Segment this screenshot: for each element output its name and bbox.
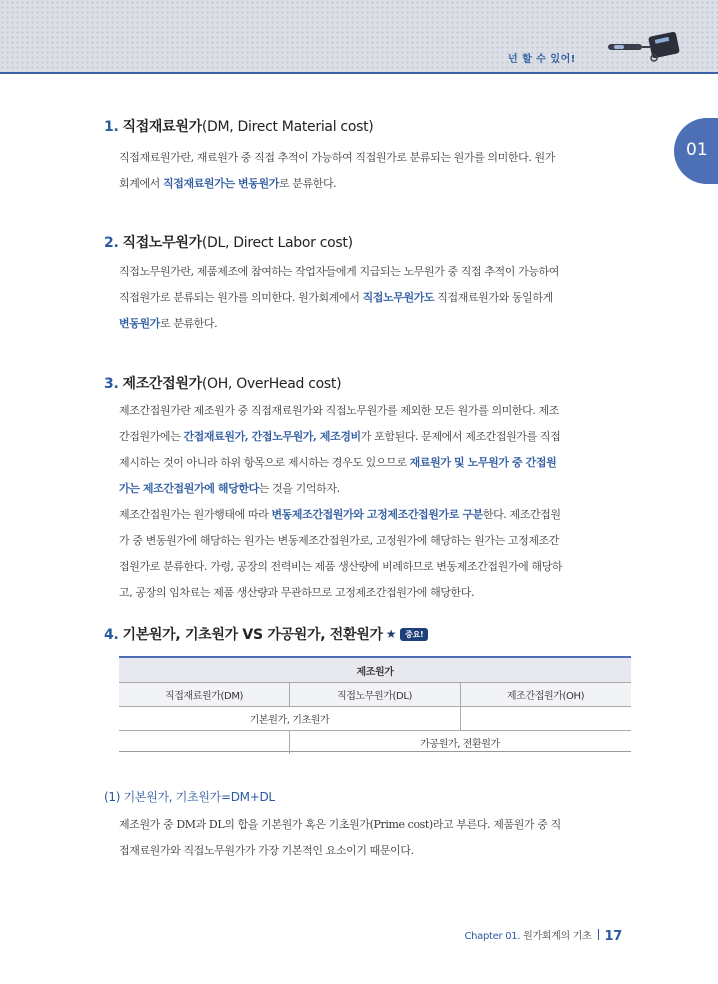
section-title-en: (DL, Direct Labor cost) [201, 235, 353, 251]
paragraph-line: 간접원가에는 간접재료원가, 간접노무원가, 제조경비가 포함된다. 문제에서 제조간접원가를 직접 [119, 430, 561, 443]
page-footer [464, 927, 622, 944]
highlight-text: 변동제조간접원가와 고정제조간접원가로 구분 [271, 508, 483, 521]
page-number: 17 [604, 929, 622, 944]
footer-chapter: Chapter 01. [464, 931, 521, 942]
highlight-text: 직접노무원가도 [362, 291, 435, 304]
table-header: 제조원가 [119, 658, 631, 682]
footer-title: 원가회계의 기초 [523, 931, 592, 942]
paragraph-line: 직접노무원가란, 제품제조에 참여하는 작업자들에게 지급되는 노무원가 중 직접 추적이 가능하여 [119, 265, 560, 278]
table-rule [460, 682, 461, 730]
header-tagline: 넌 할 수 있어! [508, 54, 576, 65]
section-number: 4. [104, 627, 119, 643]
chapter-tab-number: 01 [686, 140, 708, 160]
footer-separator [598, 929, 599, 940]
paragraph-line: 접원가로 분류한다. 가령, 공장의 전력비는 제품 생산량에 비례하므로 변동제조간접원가에 해당하 [119, 560, 563, 573]
paragraph-line: 직접재료원가란, 재료원가 중 직접 추적이 가능하여 직접원가로 분류되는 원가를 의미한다. 원가 [119, 151, 555, 164]
table-col-dl: 직접노무원가(DL) [289, 682, 460, 706]
table-rule [289, 682, 290, 706]
table-col-oh: 제조간접원가(OH) [460, 682, 631, 706]
section-number: 1. [104, 119, 119, 135]
table-rule [289, 730, 290, 754]
paragraph-line: 가는 제조간접원가에 해당한다는 것을 기억하자. [119, 482, 340, 495]
cost-classification-table [119, 656, 631, 752]
highlight-text: 직접재료원가는 변동원가 [163, 177, 279, 190]
section-1-heading [104, 116, 373, 136]
section-title-ko: 직접재료원가 [122, 119, 202, 135]
star-icon: ★ [385, 627, 397, 641]
section-number: 2. [104, 235, 119, 251]
paragraph-line: 가 중 변동원가에 해당하는 원가는 변동제조간접원가로, 고정원가에 해당하는 원가는 고정제조간 [119, 534, 560, 547]
section-title-en: (OH, OverHead cost) [201, 376, 342, 392]
table-col-dm: 직접재료원가(DM) [119, 682, 289, 706]
highlight-text: 재료원가 및 노무원가 중 간접원 [409, 456, 557, 469]
section-title-en: (DM, Direct Material cost) [201, 119, 374, 135]
section-1-body [119, 145, 639, 197]
highlight-text: 가는 제조간접원가에 해당한다 [119, 482, 259, 495]
section-3-heading [104, 373, 341, 393]
paragraph-line: 제조간접원가란 제조원가 중 직접재료원가와 직접노무원가를 제외한 모든 원가를 의미한다. 제조 [119, 404, 560, 417]
subsection-body [119, 812, 639, 864]
section-3-body [119, 398, 639, 606]
section-title-ko: 제조간접원가 [122, 376, 202, 392]
section-number: 3. [104, 376, 119, 392]
table-row-conversion-cost: 가공원가, 전환원가 [420, 738, 500, 750]
paragraph-line: 고, 공장의 임차료는 제품 생산량과 무관하므로 고정제조간접원가에 해당한다. [119, 586, 475, 599]
table-rule [119, 730, 631, 731]
important-badge: 중요! [400, 628, 428, 641]
section-title: 기본원가, 기초원가 VS 가공원가, 전환원가 [122, 627, 383, 643]
table-rule [119, 706, 631, 707]
section-4-heading [104, 624, 428, 644]
pen-and-card-icon [606, 28, 686, 72]
highlight-text: 변동원가 [119, 317, 160, 330]
paragraph-line: 제시하는 것이 아니라 하위 항목으로 제시하는 경우도 있으므로 재료원가 및 노무원가 중 간접원 [119, 456, 557, 469]
header-divider [0, 72, 718, 74]
section-2-body [119, 259, 639, 337]
table-rule [119, 682, 631, 683]
table-row-prime-cost: 기본원가, 기초원가 [249, 714, 330, 726]
highlight-text: 간접재료원가, 간접노무원가, 제조경비 [183, 430, 361, 443]
paragraph-line: 제조원가 중 DM과 DL의 합을 기본원가 혹은 기초원가(Prime cost)라고 부른다. 제품원가 중 직 [119, 818, 561, 831]
section-2-heading [104, 232, 353, 252]
paragraph-line: 직접원가로 분류되는 원가를 의미한다. 원가회계에서 직접노무원가도 직접재료원가와 동일하게 [119, 291, 553, 304]
section-title-ko: 직접노무원가 [122, 235, 202, 251]
paragraph-line: 접재료원가와 직접노무원가가 가장 기본적인 요소이기 때문이다. [119, 844, 414, 857]
paragraph-line: 제조간접원가는 원가행태에 따라 변동제조간접원가와 고정제조간접원가로 구분한다. 제조간접원 [119, 508, 561, 521]
subsection-title: (1) 기본원가, 기초원가=DM+DL [104, 790, 275, 804]
paragraph-line: 변동원가로 분류한다. [119, 317, 218, 330]
paragraph-line: 회계에서 직접재료원가는 변동원가로 분류한다. [119, 177, 337, 190]
